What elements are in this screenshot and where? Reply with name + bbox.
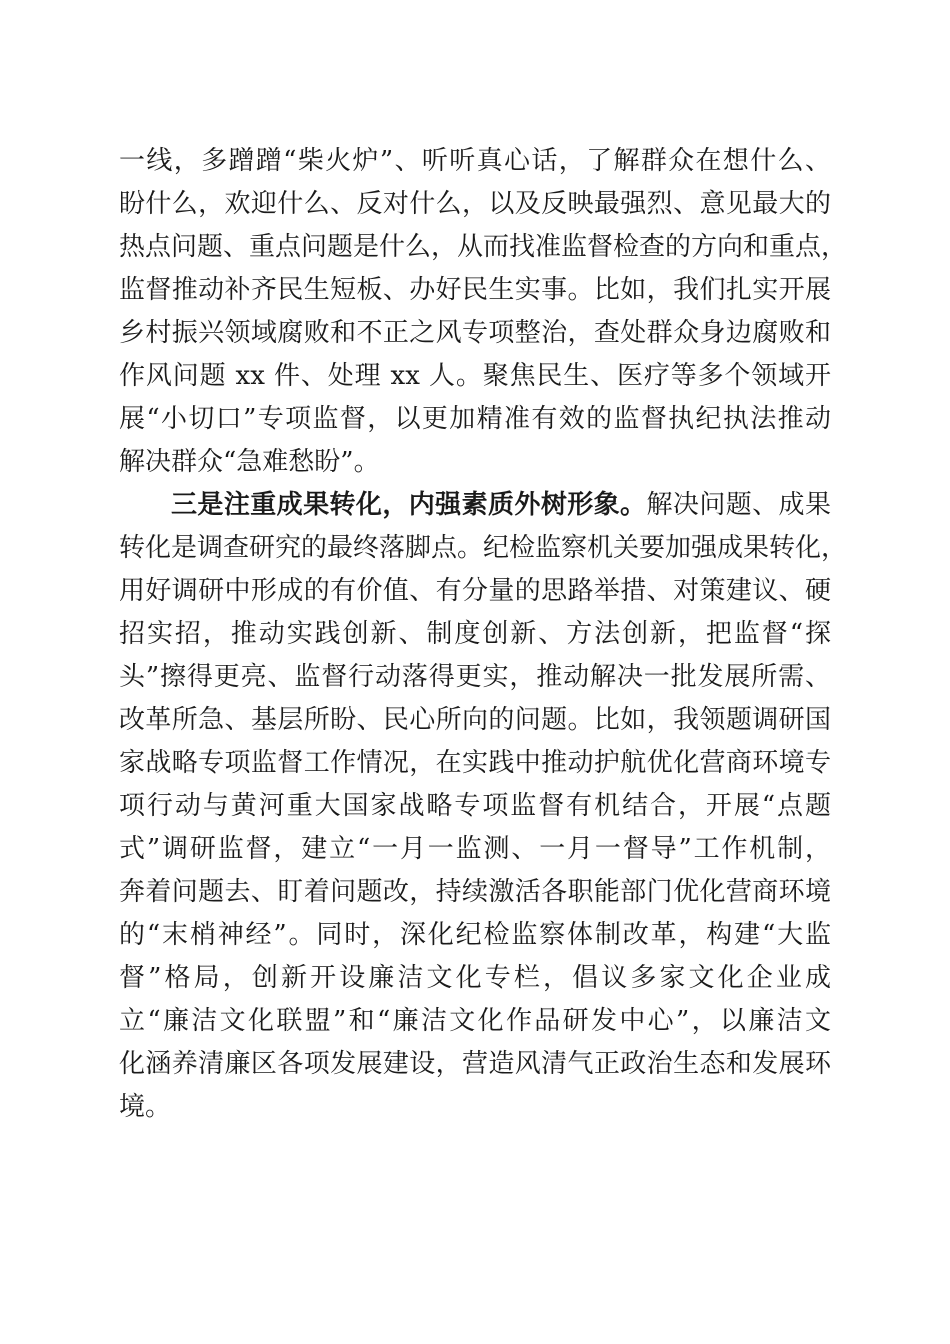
paragraph-2 [119, 484, 848, 1129]
text-line-first [119, 484, 831, 527]
text-line: 的“末梢神经”。同时，深化纪检监察体制改革，构建“大监 [119, 920, 831, 950]
text-line: 头”擦得更亮、监督行动落得更实，推动解决一批发展所需、 [119, 662, 831, 692]
text-line: 式”调研监督，建立“一月一监测、一月一督导”工作机制， [119, 834, 831, 864]
paragraph-heading: 三是注重成果转化，内强素质外树形象。 [171, 490, 647, 520]
text-line: 乡村振兴领域腐败和不正之风专项整治，查处群众身边腐败和 [119, 318, 831, 348]
text-line: 招实招，推动实践创新、制度创新、方法创新，把监督“探 [119, 619, 831, 649]
text-line: 立“廉洁文化联盟”和“廉洁文化作品研发中心”，以廉洁文 [119, 1006, 831, 1036]
document-body [119, 140, 848, 1129]
text-line: 督”格局，创新开设廉洁文化专栏，倡议多家文化企业成 [119, 963, 831, 993]
text-line: 解决群众“急难愁盼”。 [119, 447, 380, 477]
text-line: 作风问题 xx 件、处理 xx 人。聚焦民生、医疗等多个领域开 [119, 361, 831, 391]
text-line: 化涵养清廉区各项发展建设，营造风清气正政治生态和发展环 [119, 1049, 831, 1079]
heading-line-rest: 解决问题、成果 [646, 490, 831, 520]
text-line: 改革所急、基层所盼、民心所向的问题。比如，我领题调研国 [119, 705, 831, 735]
paragraph-1 [119, 140, 848, 484]
text-line: 盼什么，欢迎什么、反对什么，以及反映最强烈、意见最大的 [119, 189, 831, 219]
text-line: 转化是调查研究的最终落脚点。纪检监察机关要加强成果转化， [119, 533, 848, 563]
text-line: 一线，多蹭蹭“柴火炉”、听听真心话，了解群众在想什么、 [119, 146, 831, 176]
text-line: 家战略专项监督工作情况，在实践中推动护航优化营商环境专 [119, 748, 831, 778]
text-line: 奔着问题去、盯着问题改，持续激活各职能部门优化营商环境 [119, 877, 831, 907]
text-line: 项行动与黄河重大国家战略专项监督有机结合，开展“点题 [119, 791, 831, 821]
text-line: 监督推动补齐民生短板、办好民生实事。比如，我们扎实开展 [119, 275, 831, 305]
text-line: 热点问题、重点问题是什么，从而找准监督检查的方向和重点， [119, 232, 848, 262]
text-line: 境。 [119, 1092, 172, 1122]
text-line: 用好调研中形成的有价值、有分量的思路举措、对策建议、硬 [119, 576, 831, 606]
text-line: 展“小切口”专项监督，以更加精准有效的监督执纪执法推动 [119, 404, 831, 434]
